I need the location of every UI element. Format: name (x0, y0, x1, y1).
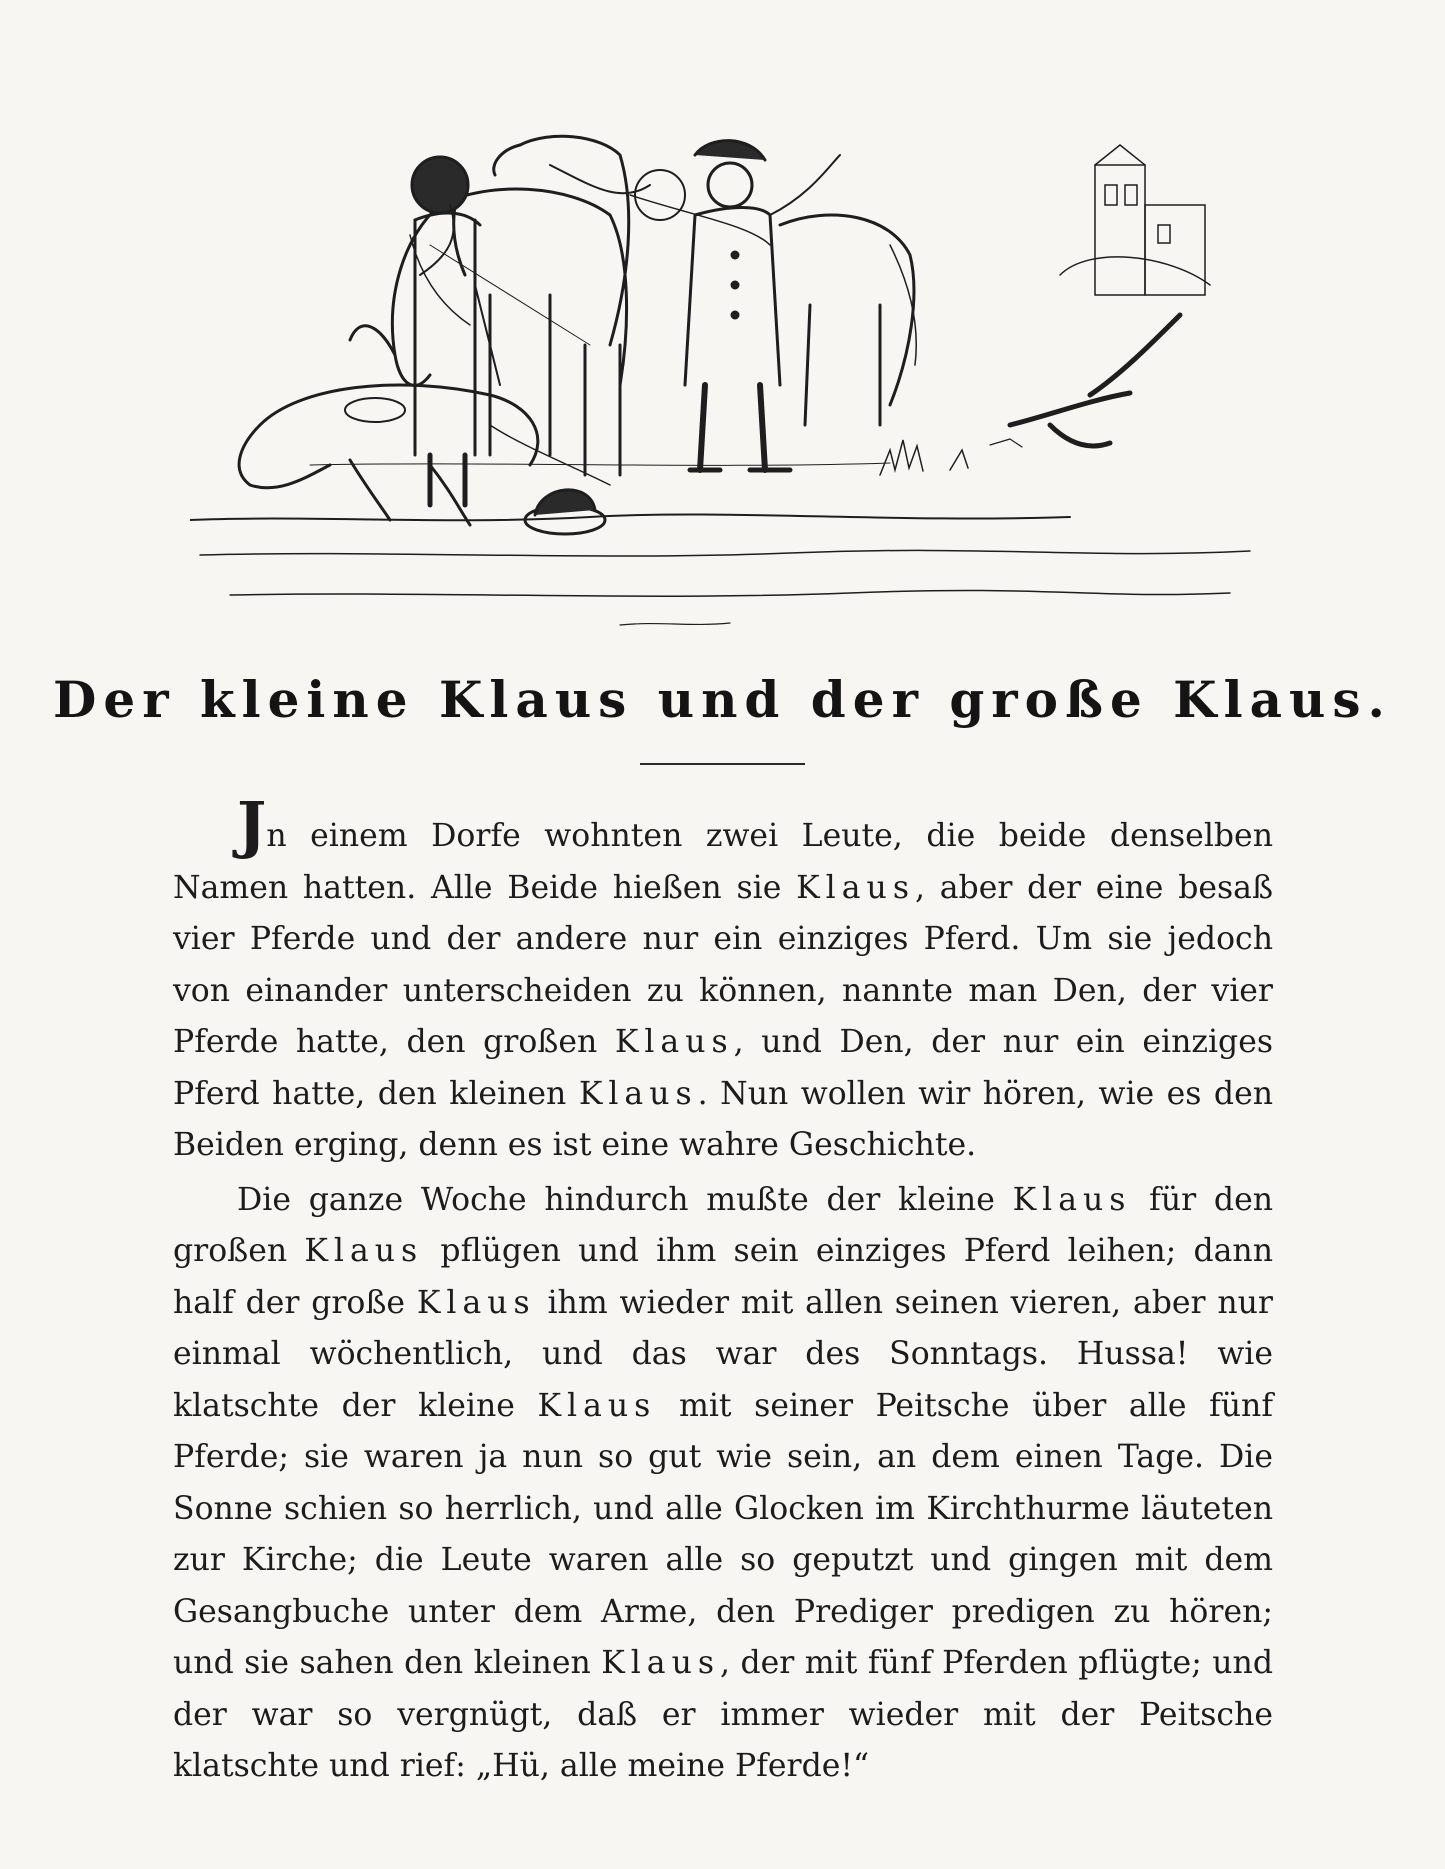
text-segment: . Nun wollen wir hören, wie es den Beiden erging, denn es ist eine wahre Geschichte. (173, 1075, 1273, 1163)
spaced-name: Klaus (537, 1387, 657, 1424)
spaced-name: Klaus (796, 869, 915, 906)
text-segment: Die ganze Woche hindurch mußte der kleine (237, 1181, 1013, 1218)
page-title: Der kleine Klaus und der große Klaus. (53, 670, 1392, 729)
story-text (173, 788, 1274, 1793)
text-segment: n einem Dorfe wohnten zwei Leute, die beide denselben Namen hatten. Alle Beide hießen sie (173, 818, 1273, 906)
text-segment: , und Den, der nur ein einziges Pferd hatte, den kleinen (173, 1024, 1273, 1112)
drop-cap: J (237, 788, 267, 861)
text-segment: , aber der eine besaß vier Pferde und der andere nur ein einziges Pferd. Um sie jedoch von einander unterscheiden zu können, nannte man Den, der vier Pferde hatte, den großen (173, 869, 1274, 1060)
woodcut-illustration-icon (190, 125, 1270, 645)
text-segment: pflügen und ihm sein einziges Pferd leihen; dann half der große (173, 1233, 1273, 1321)
title-divider (640, 763, 805, 765)
spaced-name: Klaus (601, 1645, 721, 1681)
text-segment: ihm wieder mit allen seinen vieren, aber nur einmal wöchentlich, und das war des Sonntags. Hussa! wie klatschte der kleine (173, 1284, 1273, 1424)
spaced-name: Klaus (1012, 1181, 1132, 1218)
spaced-name: Klaus (614, 1024, 734, 1060)
paragraph (173, 1175, 1273, 1793)
text-segment: für den großen (173, 1181, 1273, 1269)
spaced-name: Klaus (578, 1075, 698, 1112)
text-segment: , der mit fünf Pferden pflügte; und der war so vergnügt, daß er immer wieder mit der Peitsche klatschte und rief: „Hü, alle meine Pferde!“ (173, 1645, 1273, 1784)
text-segment: mit seiner Peitsche über alle fünf Pferde; sie waren ja nun so gut wie sein, an dem einen Tage. Die Sonne schien so herrlich, und alle Glocken im Kirchthurme läuteten zur Kirche; die Leute waren alle so geputzt und gingen mit dem Gesangbuche unter dem Arme, den Prediger predigen zu hören; und sie sahen den kleinen (173, 1387, 1273, 1681)
paragraph (173, 788, 1274, 1172)
spaced-name: Klaus (416, 1284, 536, 1321)
spaced-name: Klaus (304, 1233, 424, 1269)
